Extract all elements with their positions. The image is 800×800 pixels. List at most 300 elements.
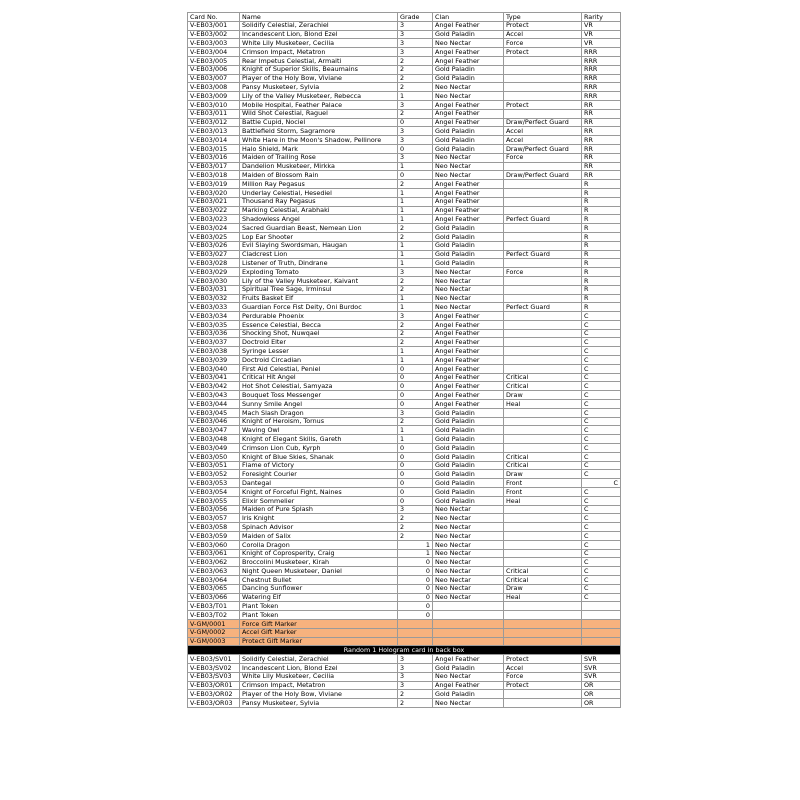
type-cell bbox=[504, 180, 582, 189]
card-no-cell: V-GM/0001 bbox=[188, 619, 240, 628]
table-row bbox=[188, 241, 621, 250]
name-cell: Elixir Sommelier bbox=[240, 496, 398, 505]
clan-cell: Neo Nectar bbox=[433, 268, 504, 277]
name-cell: Underlay Celestial, Hesediel bbox=[240, 188, 398, 197]
grade-cell bbox=[398, 619, 433, 628]
grade-cell: 3 bbox=[398, 100, 433, 109]
rarity-cell: RRR bbox=[582, 65, 621, 74]
card-no-cell: V-EB03/013 bbox=[188, 127, 240, 136]
type-cell: Critical bbox=[504, 461, 582, 470]
table-row bbox=[188, 576, 621, 585]
table-row bbox=[188, 74, 621, 83]
type-cell bbox=[504, 408, 582, 417]
card-no-cell: V-EB03/066 bbox=[188, 593, 240, 602]
grade-cell: 0 bbox=[398, 470, 433, 479]
name-cell: Protect Gift Marker bbox=[240, 637, 398, 646]
card-no-cell: V-EB03/030 bbox=[188, 276, 240, 285]
grade-cell: 2 bbox=[398, 532, 433, 541]
name-cell: Player of the Holy Bow, Viviane bbox=[240, 690, 398, 699]
clan-cell: Angel Feather bbox=[433, 56, 504, 65]
name-cell: Flame of Victory bbox=[240, 461, 398, 470]
rarity-cell: R bbox=[582, 188, 621, 197]
rarity-cell: RRR bbox=[582, 92, 621, 101]
grade-cell: 0 bbox=[398, 171, 433, 180]
grade-cell: 3 bbox=[398, 672, 433, 681]
card-no-cell: V-EB03/047 bbox=[188, 426, 240, 435]
clan-cell: Neo Nectar bbox=[433, 514, 504, 523]
type-cell: Draw/Perfect Guard bbox=[504, 171, 582, 180]
clan-cell: Neo Nectar bbox=[433, 540, 504, 549]
table-row bbox=[188, 417, 621, 426]
rarity-cell: C bbox=[582, 382, 621, 391]
type-cell bbox=[504, 232, 582, 241]
name-cell: Maiden of Pure Splash bbox=[240, 505, 398, 514]
type-cell: Protect bbox=[504, 681, 582, 690]
grade-cell: 1 bbox=[398, 259, 433, 268]
type-cell bbox=[504, 417, 582, 426]
name-cell: Listener of Truth, Dindrane bbox=[240, 259, 398, 268]
table-row bbox=[188, 276, 621, 285]
name-cell: Battlefield Storm, Sagramore bbox=[240, 127, 398, 136]
type-cell: Critical bbox=[504, 452, 582, 461]
clan-cell: Gold Paladin bbox=[433, 224, 504, 233]
name-cell: Player of the Holy Bow, Viviane bbox=[240, 74, 398, 83]
type-cell: Front bbox=[504, 488, 582, 497]
name-cell: Thousand Ray Pegasus bbox=[240, 197, 398, 206]
name-cell: Maiden of Trailing Rose bbox=[240, 153, 398, 162]
rarity-cell: R bbox=[582, 180, 621, 189]
table-row bbox=[188, 382, 621, 391]
name-cell: Crimson Impact, Metatron bbox=[240, 48, 398, 57]
grade-cell: 1 bbox=[398, 206, 433, 215]
clan-cell: Angel Feather bbox=[433, 400, 504, 409]
table-row bbox=[188, 30, 621, 39]
type-cell: Type bbox=[504, 13, 582, 22]
table-row bbox=[188, 65, 621, 74]
card-no-cell: V-EB03/023 bbox=[188, 215, 240, 224]
grade-cell: 1 bbox=[398, 303, 433, 312]
rarity-cell: VR bbox=[582, 21, 621, 30]
card-no-cell: V-EB03/OR02 bbox=[188, 690, 240, 699]
card-no-cell: V-EB03/021 bbox=[188, 197, 240, 206]
type-cell: Heal bbox=[504, 593, 582, 602]
grade-cell: 2 bbox=[398, 514, 433, 523]
table-row bbox=[188, 232, 621, 241]
type-cell bbox=[504, 602, 582, 611]
rarity-cell: RR bbox=[582, 162, 621, 171]
rarity-cell: C bbox=[582, 584, 621, 593]
type-cell bbox=[504, 206, 582, 215]
card-no-cell: V-EB03/016 bbox=[188, 153, 240, 162]
clan-cell: Angel Feather bbox=[433, 347, 504, 356]
type-cell: Accel bbox=[504, 663, 582, 672]
rarity-cell: RR bbox=[582, 144, 621, 153]
rarity-cell: C bbox=[582, 400, 621, 409]
clan-cell: Gold Paladin bbox=[433, 663, 504, 672]
name-cell: Crimson Lion Cub, Kyrph bbox=[240, 444, 398, 453]
rarity-cell: RR bbox=[582, 153, 621, 162]
rarity-cell bbox=[582, 637, 621, 646]
type-cell bbox=[504, 276, 582, 285]
rarity-cell: VR bbox=[582, 30, 621, 39]
clan-cell: Angel Feather bbox=[433, 338, 504, 347]
name-cell: Accel Gift Marker bbox=[240, 628, 398, 637]
grade-cell: 1 bbox=[398, 188, 433, 197]
rarity-cell: C bbox=[582, 435, 621, 444]
table-row bbox=[188, 294, 621, 303]
rarity-cell: C bbox=[582, 356, 621, 365]
name-cell: Marking Celestial, Arabhaki bbox=[240, 206, 398, 215]
special-card-row bbox=[188, 655, 621, 664]
clan-cell: Gold Paladin bbox=[433, 470, 504, 479]
name-cell: Shadowless Angel bbox=[240, 215, 398, 224]
grade-cell: 3 bbox=[398, 268, 433, 277]
type-cell: Perfect Guard bbox=[504, 250, 582, 259]
name-cell: Crimson Impact, Metatron bbox=[240, 681, 398, 690]
clan-cell: Neo Nectar bbox=[433, 153, 504, 162]
type-cell: Heal bbox=[504, 496, 582, 505]
rarity-cell: RRR bbox=[582, 48, 621, 57]
grade-cell: 3 bbox=[398, 408, 433, 417]
type-cell: Critical bbox=[504, 382, 582, 391]
name-cell: Knight of Elegant Skills, Gareth bbox=[240, 435, 398, 444]
name-cell: Knight of Coprosperity, Craig bbox=[240, 549, 398, 558]
table-row bbox=[188, 127, 621, 136]
table-header-row bbox=[188, 13, 621, 22]
clan-cell: Angel Feather bbox=[433, 188, 504, 197]
clan-cell: Gold Paladin bbox=[433, 232, 504, 241]
type-cell bbox=[504, 312, 582, 321]
hologram-banner: Random 1 Hologram card in back box bbox=[188, 646, 621, 655]
grade-cell: 3 bbox=[398, 39, 433, 48]
rarity-cell: C bbox=[582, 347, 621, 356]
clan-cell: Neo Nectar bbox=[433, 285, 504, 294]
gift-marker-row bbox=[188, 628, 621, 637]
card-no-cell: V-EB03/020 bbox=[188, 188, 240, 197]
grade-cell: 3 bbox=[398, 312, 433, 321]
type-cell bbox=[504, 532, 582, 541]
clan-cell: Angel Feather bbox=[433, 206, 504, 215]
card-no-cell: V-EB03/049 bbox=[188, 444, 240, 453]
name-cell: Doctroid Circadian bbox=[240, 356, 398, 365]
grade-cell: 0 bbox=[398, 611, 433, 620]
table-row bbox=[188, 347, 621, 356]
clan-cell: Gold Paladin bbox=[433, 241, 504, 250]
grade-cell: 2 bbox=[398, 180, 433, 189]
card-no-cell: V-EB03/064 bbox=[188, 576, 240, 585]
card-no-cell: V-EB03/007 bbox=[188, 74, 240, 83]
name-cell: Lily of the Valley Musketeer, Kaivant bbox=[240, 276, 398, 285]
card-no-cell: V-EB03/009 bbox=[188, 92, 240, 101]
rarity-cell: OR bbox=[582, 681, 621, 690]
rarity-cell: R bbox=[582, 294, 621, 303]
card-list-table bbox=[187, 12, 621, 708]
card-no-cell: V-EB03/039 bbox=[188, 356, 240, 365]
rarity-cell: RR bbox=[582, 118, 621, 127]
card-no-cell: V-EB03/035 bbox=[188, 320, 240, 329]
name-cell: Wild Shot Celestial, Raguel bbox=[240, 109, 398, 118]
rarity-cell: C bbox=[582, 444, 621, 453]
clan-cell: Neo Nectar bbox=[433, 699, 504, 708]
clan-cell: Neo Nectar bbox=[433, 39, 504, 48]
clan-cell: Angel Feather bbox=[433, 329, 504, 338]
rarity-cell bbox=[582, 628, 621, 637]
type-cell bbox=[504, 523, 582, 532]
table-row bbox=[188, 180, 621, 189]
gift-marker-row bbox=[188, 619, 621, 628]
name-cell: Spiritual Tree Sage, Irminsul bbox=[240, 285, 398, 294]
type-cell: Draw bbox=[504, 470, 582, 479]
table-row bbox=[188, 391, 621, 400]
clan-cell: Gold Paladin bbox=[433, 496, 504, 505]
table-row bbox=[188, 611, 621, 620]
rarity-cell bbox=[582, 619, 621, 628]
card-no-cell: V-EB03/059 bbox=[188, 532, 240, 541]
card-no-cell: V-EB03/024 bbox=[188, 224, 240, 233]
table-row bbox=[188, 452, 621, 461]
clan-cell: Angel Feather bbox=[433, 118, 504, 127]
grade-cell: 3 bbox=[398, 655, 433, 664]
name-cell: Hot Shot Celestial, Samyaza bbox=[240, 382, 398, 391]
grade-cell: 0 bbox=[398, 118, 433, 127]
grade-cell: 0 bbox=[398, 444, 433, 453]
gift-marker-row bbox=[188, 637, 621, 646]
name-cell: Dantegal bbox=[240, 479, 398, 488]
rarity-cell: C bbox=[582, 479, 621, 488]
type-cell bbox=[504, 347, 582, 356]
grade-cell: 2 bbox=[398, 224, 433, 233]
rarity-cell: C bbox=[582, 593, 621, 602]
type-cell bbox=[504, 224, 582, 233]
grade-cell: 1 bbox=[398, 162, 433, 171]
card-no-cell: V-EB03/027 bbox=[188, 250, 240, 259]
clan-cell: Gold Paladin bbox=[433, 417, 504, 426]
type-cell: Heal bbox=[504, 400, 582, 409]
type-cell bbox=[504, 74, 582, 83]
name-cell: Knight of Blue Skies, Shanak bbox=[240, 452, 398, 461]
table-row bbox=[188, 224, 621, 233]
type-cell bbox=[504, 356, 582, 365]
type-cell: Critical bbox=[504, 373, 582, 382]
grade-cell: 1 bbox=[398, 356, 433, 365]
card-no-cell: V-EB03/033 bbox=[188, 303, 240, 312]
type-cell bbox=[504, 83, 582, 92]
grade-cell: 1 bbox=[398, 347, 433, 356]
rarity-cell: C bbox=[582, 505, 621, 514]
type-cell: Protect bbox=[504, 48, 582, 57]
type-cell bbox=[504, 690, 582, 699]
card-no-cell: V-EB03/SV01 bbox=[188, 655, 240, 664]
card-no-cell: V-EB03/025 bbox=[188, 232, 240, 241]
clan-cell: Neo Nectar bbox=[433, 558, 504, 567]
grade-cell: 2 bbox=[398, 523, 433, 532]
card-no-cell: V-EB03/057 bbox=[188, 514, 240, 523]
table-row bbox=[188, 21, 621, 30]
rarity-cell: C bbox=[582, 391, 621, 400]
card-no-cell: V-EB03/028 bbox=[188, 259, 240, 268]
type-cell: Force bbox=[504, 268, 582, 277]
grade-cell: 0 bbox=[398, 382, 433, 391]
name-cell: Syringe Lesser bbox=[240, 347, 398, 356]
card-no-cell: V-EB03/044 bbox=[188, 400, 240, 409]
clan-cell: Neo Nectar bbox=[433, 505, 504, 514]
card-no-cell: V-EB03/006 bbox=[188, 65, 240, 74]
table-row bbox=[188, 250, 621, 259]
name-cell: Incandescent Lion, Blond Ezel bbox=[240, 663, 398, 672]
type-cell: Front bbox=[504, 479, 582, 488]
card-no-cell: V-EB03/040 bbox=[188, 364, 240, 373]
table-row bbox=[188, 549, 621, 558]
special-card-row bbox=[188, 681, 621, 690]
rarity-cell bbox=[582, 602, 621, 611]
rarity-cell: R bbox=[582, 206, 621, 215]
clan-cell: Gold Paladin bbox=[433, 127, 504, 136]
clan-cell bbox=[433, 619, 504, 628]
card-no-cell: V-EB03/045 bbox=[188, 408, 240, 417]
clan-cell: Gold Paladin bbox=[433, 426, 504, 435]
card-no-cell: V-EB03/055 bbox=[188, 496, 240, 505]
rarity-cell: R bbox=[582, 232, 621, 241]
card-no-cell: V-EB03/062 bbox=[188, 558, 240, 567]
name-cell: Doctroid Elter bbox=[240, 338, 398, 347]
grade-cell: 0 bbox=[398, 567, 433, 576]
grade-cell: 0 bbox=[398, 576, 433, 585]
card-no-cell: V-EB03/010 bbox=[188, 100, 240, 109]
table-row bbox=[188, 136, 621, 145]
name-cell: Pansy Musketeer, Sylvia bbox=[240, 83, 398, 92]
clan-cell: Angel Feather bbox=[433, 215, 504, 224]
name-cell: Broccolini Musketeer, Kirah bbox=[240, 558, 398, 567]
grade-cell: 1 bbox=[398, 250, 433, 259]
name-cell: Maiden of Salix bbox=[240, 532, 398, 541]
rarity-cell: C bbox=[582, 488, 621, 497]
rarity-cell: C bbox=[582, 373, 621, 382]
type-cell bbox=[504, 699, 582, 708]
card-no-cell: V-EB03/036 bbox=[188, 329, 240, 338]
type-cell bbox=[504, 162, 582, 171]
type-cell: Accel bbox=[504, 136, 582, 145]
grade-cell bbox=[398, 628, 433, 637]
card-no-cell: V-EB03/051 bbox=[188, 461, 240, 470]
grade-cell: 3 bbox=[398, 127, 433, 136]
grade-cell: 1 bbox=[398, 435, 433, 444]
rarity-cell: RR bbox=[582, 100, 621, 109]
name-cell: Shocking Shot, Nuwqael bbox=[240, 329, 398, 338]
name-cell: Force Gift Marker bbox=[240, 619, 398, 628]
type-cell: Protect bbox=[504, 100, 582, 109]
rarity-cell: C bbox=[582, 523, 621, 532]
name-cell: Knight of Superior Skills, Beaumains bbox=[240, 65, 398, 74]
grade-cell: 3 bbox=[398, 136, 433, 145]
table-row bbox=[188, 109, 621, 118]
clan-cell: Neo Nectar bbox=[433, 276, 504, 285]
type-cell bbox=[504, 294, 582, 303]
card-no-cell: V-EB03/026 bbox=[188, 241, 240, 250]
clan-cell: Gold Paladin bbox=[433, 452, 504, 461]
clan-cell: Gold Paladin bbox=[433, 136, 504, 145]
card-no-cell: V-EB03/015 bbox=[188, 144, 240, 153]
table-row bbox=[188, 259, 621, 268]
name-cell: White Hare in the Moon's Shadow, Pellinore bbox=[240, 136, 398, 145]
clan-cell: Angel Feather bbox=[433, 197, 504, 206]
rarity-cell: C bbox=[582, 408, 621, 417]
rarity-cell: C bbox=[582, 329, 621, 338]
table-row bbox=[188, 303, 621, 312]
rarity-cell: C bbox=[582, 461, 621, 470]
table-row bbox=[188, 338, 621, 347]
table-row bbox=[188, 496, 621, 505]
name-cell: Corolla Dragon bbox=[240, 540, 398, 549]
type-cell: Protect bbox=[504, 21, 582, 30]
grade-cell: 2 bbox=[398, 232, 433, 241]
rarity-cell: R bbox=[582, 215, 621, 224]
rarity-cell: RRR bbox=[582, 83, 621, 92]
name-cell: First Aid Celestial, Peniel bbox=[240, 364, 398, 373]
grade-cell: 3 bbox=[398, 153, 433, 162]
grade-cell: 1 bbox=[398, 294, 433, 303]
rarity-cell: SVR bbox=[582, 672, 621, 681]
clan-cell: Clan bbox=[433, 13, 504, 22]
type-cell bbox=[504, 426, 582, 435]
table-row bbox=[188, 285, 621, 294]
name-cell: Halo Shield, Mark bbox=[240, 144, 398, 153]
name-cell: Iris Knight bbox=[240, 514, 398, 523]
clan-cell: Gold Paladin bbox=[433, 65, 504, 74]
table-row bbox=[188, 312, 621, 321]
rarity-cell: R bbox=[582, 259, 621, 268]
grade-cell: 0 bbox=[398, 452, 433, 461]
type-cell bbox=[504, 259, 582, 268]
clan-cell bbox=[433, 602, 504, 611]
name-cell: Essence Celestial, Becca bbox=[240, 320, 398, 329]
rarity-cell: SVR bbox=[582, 663, 621, 672]
card-no-cell: V-EB03/054 bbox=[188, 488, 240, 497]
clan-cell: Neo Nectar bbox=[433, 576, 504, 585]
table-row bbox=[188, 461, 621, 470]
table-row bbox=[188, 488, 621, 497]
type-cell: Perfect Guard bbox=[504, 303, 582, 312]
type-cell bbox=[504, 514, 582, 523]
rarity-cell: C bbox=[582, 364, 621, 373]
table-row bbox=[188, 215, 621, 224]
card-no-cell: V-EB03/017 bbox=[188, 162, 240, 171]
rarity-cell: C bbox=[582, 338, 621, 347]
clan-cell: Angel Feather bbox=[433, 180, 504, 189]
type-cell: Draw bbox=[504, 391, 582, 400]
name-cell: Exploding Tomato bbox=[240, 268, 398, 277]
type-cell: Accel bbox=[504, 127, 582, 136]
grade-cell: 0 bbox=[398, 391, 433, 400]
clan-cell: Gold Paladin bbox=[433, 250, 504, 259]
clan-cell: Gold Paladin bbox=[433, 461, 504, 470]
type-cell bbox=[504, 109, 582, 118]
grade-cell: 3 bbox=[398, 48, 433, 57]
clan-cell: Angel Feather bbox=[433, 391, 504, 400]
table-row bbox=[188, 567, 621, 576]
rarity-cell: R bbox=[582, 276, 621, 285]
clan-cell: Angel Feather bbox=[433, 48, 504, 57]
rarity-cell: C bbox=[582, 320, 621, 329]
type-cell bbox=[504, 558, 582, 567]
type-cell bbox=[504, 549, 582, 558]
type-cell bbox=[504, 241, 582, 250]
rarity-cell: OR bbox=[582, 690, 621, 699]
type-cell: Draw/Perfect Guard bbox=[504, 118, 582, 127]
table-row bbox=[188, 118, 621, 127]
rarity-cell bbox=[582, 611, 621, 620]
table-row bbox=[188, 144, 621, 153]
name-cell: Plant Token bbox=[240, 602, 398, 611]
